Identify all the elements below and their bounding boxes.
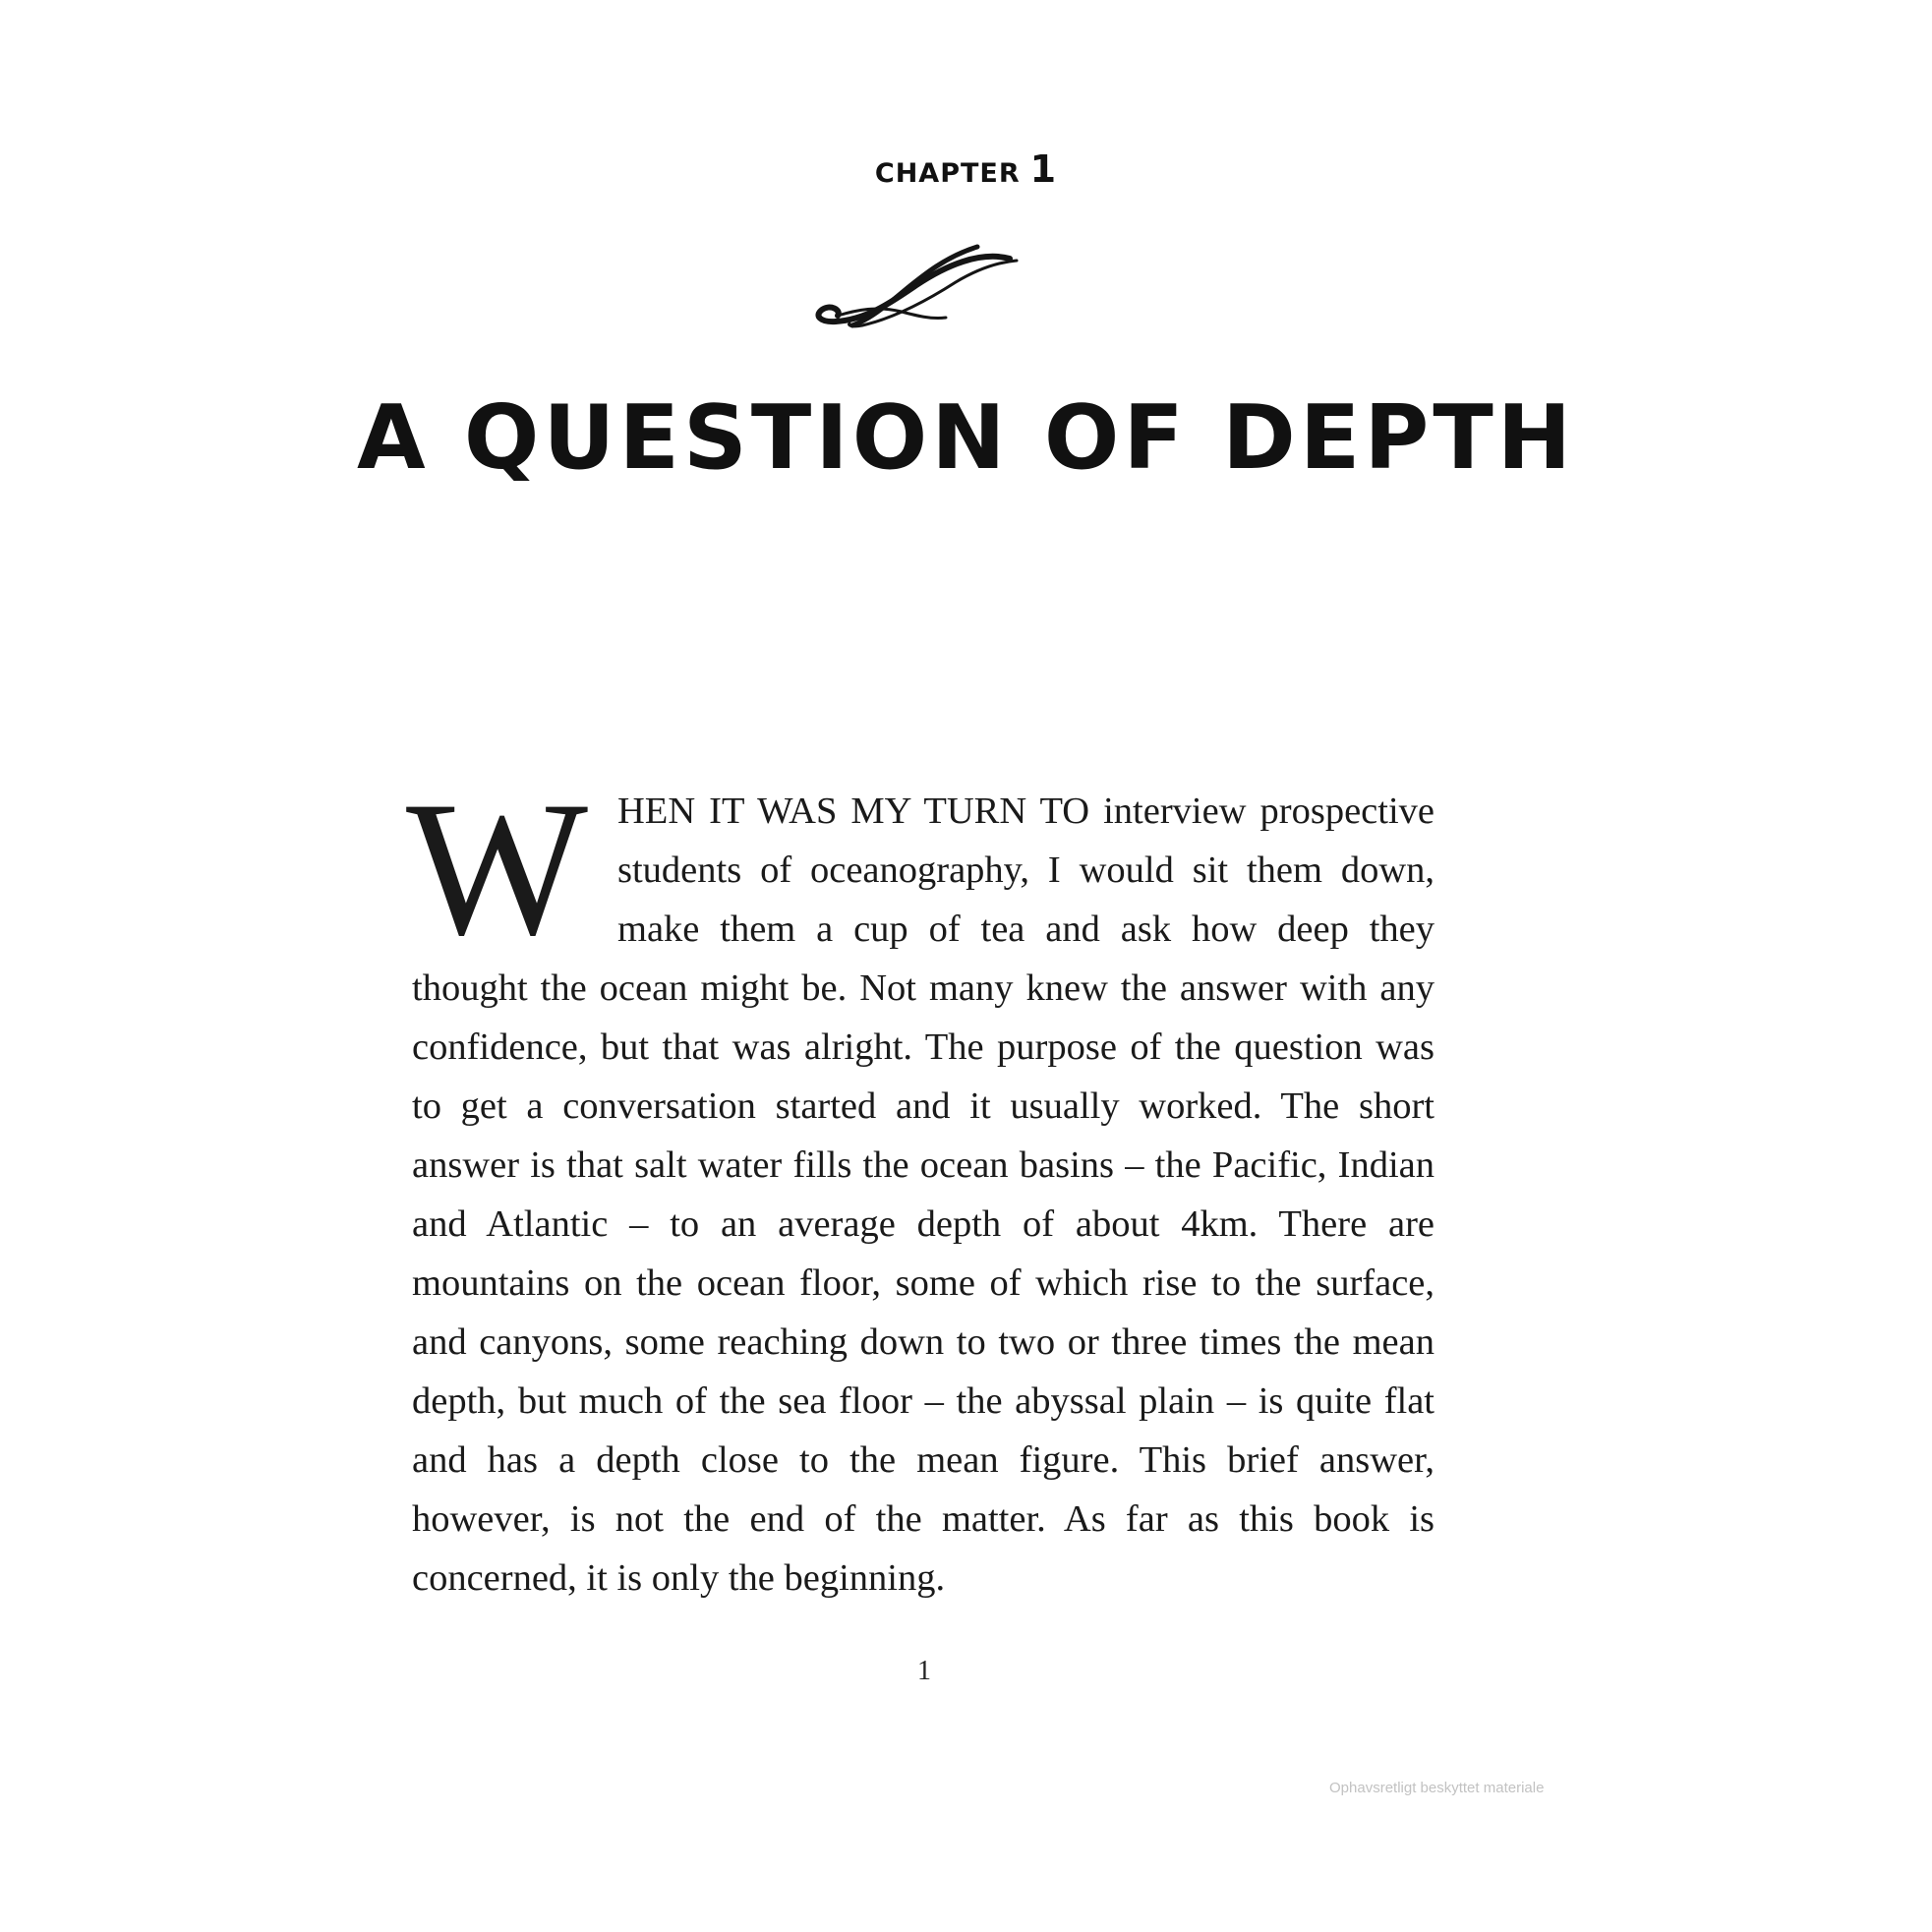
- chapter-number: 1: [1029, 147, 1058, 191]
- calligraphic-flourish-icon: [808, 241, 1025, 334]
- opening-words: HEN IT WAS MY TURN TO: [617, 790, 1090, 832]
- paragraph-text: interview prospective students of oceanography, I would sit them down, make them a cup of tea and ask how deep they thought the ocean might be. Not many knew the answer with any confidence, but that was alright. The purpose of the question was to get a conversation started and it usually worked. The short answer is that salt water fills the ocean basins – the Pacific, Indian and Atlantic – to an average depth of about 4km. There are mountains on the ocean floor, some of which rise to the surface, and canyons, some reaching down to two or three times the mean depth, but much of the sea floor – the abyssal plain – is quite flat and has a depth close to the mean figure. This brief answer, however, is not the end of the matter. As far as this book is concerned, it is only the beginning.: [412, 790, 1434, 1599]
- chapter-title: A QUESTION OF DEPTH: [356, 386, 1576, 490]
- page-number: 1: [917, 1656, 931, 1686]
- drop-cap: W: [406, 762, 588, 975]
- chapter-label: [0, 147, 1932, 191]
- copyright-watermark: Ophavsretligt beskyttet materiale: [1329, 1780, 1545, 1796]
- body-paragraph: [406, 762, 1434, 1608]
- chapter-word: CHAPTER: [874, 158, 1021, 189]
